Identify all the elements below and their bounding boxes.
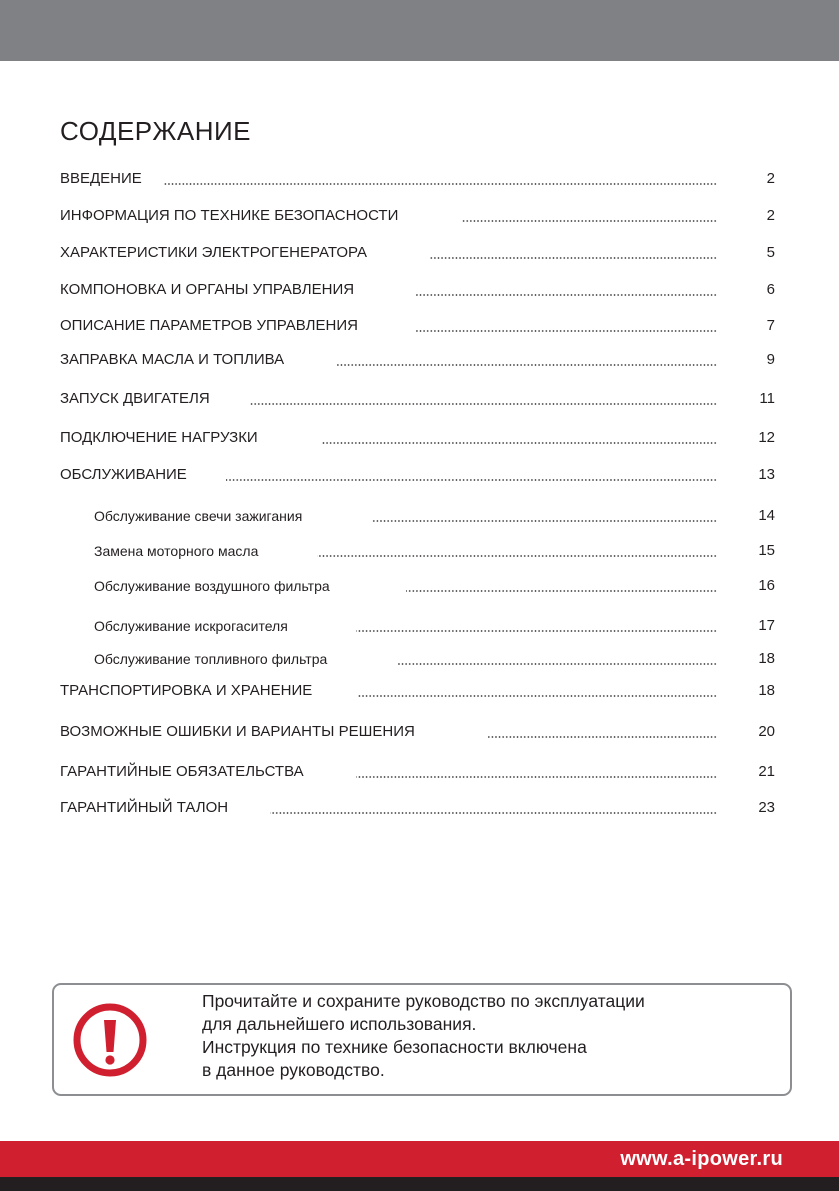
toc-subitem-spark-plug[interactable] <box>94 505 775 527</box>
toc-item-maintenance[interactable] <box>60 464 775 486</box>
toc-item-label: КОМПОНОВКА И ОРГАНЫ УПРАВЛЕНИЯ <box>60 279 354 301</box>
toc-page-number: 15 <box>758 542 775 559</box>
toc-page-number: 18 <box>758 650 775 667</box>
notice-line: Инструкция по технике безопасности включена <box>202 1037 587 1057</box>
toc-item-layout-controls[interactable] <box>60 279 775 301</box>
toc-dot-leader <box>398 663 717 665</box>
toc-page-number: 7 <box>766 317 775 334</box>
toc-page-number: 2 <box>766 170 775 187</box>
toc-page-number: 13 <box>758 466 775 483</box>
toc-item-engine-start[interactable] <box>60 388 775 410</box>
toc-dot-leader <box>488 736 717 738</box>
website-link[interactable]: www.a-ipower.ru <box>620 1148 783 1170</box>
toc-item-label: ГАРАНТИЙНЫЙ ТАЛОН <box>60 797 228 819</box>
toc-item-label: ВВЕДЕНИЕ <box>60 168 142 190</box>
toc-page-number: 12 <box>758 429 775 446</box>
toc-item-label: ПОДКЛЮЧЕНИЕ НАГРУЗКИ <box>60 427 258 449</box>
toc-item-label: ОПИСАНИЕ ПАРАМЕТРОВ УПРАВЛЕНИЯ <box>60 315 358 337</box>
toc-item-label: ВОЗМОЖНЫЕ ОШИБКИ И ВАРИАНТЫ РЕШЕНИЯ <box>60 721 415 743</box>
toc-page-number: 21 <box>758 763 775 780</box>
toc-dot-leader <box>270 812 717 814</box>
toc-item-label: ХАРАКТЕРИСТИКИ ЭЛЕКТРОГЕНЕРАТОРА <box>60 242 367 264</box>
page-title: СОДЕРЖАНИЕ <box>60 116 252 146</box>
toc-dot-leader <box>358 695 717 697</box>
toc-dot-leader <box>322 442 717 444</box>
toc-page-number: 9 <box>766 351 775 368</box>
notice-line: для дальнейшего использования. <box>202 1014 477 1034</box>
toc-item-introduction[interactable] <box>60 168 775 190</box>
toc-dot-leader <box>461 220 717 222</box>
toc-item-label: Обслуживание воздушного фильтра <box>94 575 330 597</box>
toc-page-number: 14 <box>758 507 775 524</box>
toc-item-label: ТРАНСПОРТИРОВКА И ХРАНЕНИЕ <box>60 680 312 702</box>
toc-dot-leader <box>250 403 717 405</box>
toc-item-label: ИНФОРМАЦИЯ ПО ТЕХНИКЕ БЕЗОПАСНОСТИ <box>60 205 398 227</box>
toc-page-number: 17 <box>758 617 775 634</box>
toc-item-oil-fuel[interactable] <box>60 349 775 371</box>
toc-item-control-parameters[interactable] <box>60 315 775 337</box>
toc-page-number: 2 <box>766 207 775 224</box>
toc-dot-leader <box>317 555 717 557</box>
toc-dot-leader <box>226 479 717 481</box>
toc-page-number: 23 <box>758 799 775 816</box>
toc-dot-leader <box>416 330 717 332</box>
toc-item-label: Обслуживание искрогасителя <box>94 615 288 637</box>
toc-dot-leader <box>163 183 717 185</box>
toc-item-generator-specs[interactable] <box>60 242 775 264</box>
notice-text <box>202 990 645 1082</box>
toc-item-transport-storage[interactable] <box>60 680 775 702</box>
toc-item-safety[interactable] <box>60 205 775 227</box>
toc-page-number: 5 <box>766 244 775 261</box>
toc-item-label: ЗАПУСК ДВИГАТЕЛЯ <box>60 388 210 410</box>
footer-band <box>0 1141 839 1177</box>
toc-item-label: Обслуживание топливного фильтра <box>94 648 327 670</box>
toc-dot-leader <box>336 364 717 366</box>
toc-dot-leader <box>356 776 717 778</box>
toc-item-label: ЗАПРАВКА МАСЛА И ТОПЛИВА <box>60 349 284 371</box>
toc-item-warranty-card[interactable] <box>60 797 775 819</box>
toc-page-number: 18 <box>758 682 775 699</box>
notice-line: в данное руководство. <box>202 1060 385 1080</box>
toc-item-label: ГАРАНТИЙНЫЕ ОБЯЗАТЕЛЬСТВА <box>60 761 304 783</box>
toc-dot-leader <box>356 630 717 632</box>
toc-subitem-engine-oil[interactable] <box>94 540 775 562</box>
notice-line: Прочитайте и сохраните руководство по эксплуатации <box>202 991 645 1011</box>
toc-dot-leader <box>416 294 717 296</box>
toc-subitem-spark-arrestor[interactable] <box>94 615 775 637</box>
exclamation-circle-icon <box>70 1000 150 1080</box>
toc-dot-leader <box>372 520 717 522</box>
toc-page-number: 6 <box>766 281 775 298</box>
toc-item-warranty[interactable] <box>60 761 775 783</box>
toc-dot-leader <box>406 590 717 592</box>
toc-item-label: Обслуживание свечи зажигания <box>94 505 302 527</box>
toc-item-label: Замена моторного масла <box>94 540 258 562</box>
toc-dot-leader <box>429 257 717 259</box>
toc-subitem-air-filter[interactable] <box>94 575 775 597</box>
toc-item-load-connection[interactable] <box>60 427 775 449</box>
toc-item-troubleshooting[interactable] <box>60 721 775 743</box>
footer-strip <box>0 1177 839 1191</box>
toc-page-number: 11 <box>759 390 775 407</box>
toc-page-number: 16 <box>758 577 775 594</box>
safety-notice-box <box>52 983 792 1096</box>
toc-subitem-fuel-filter[interactable] <box>94 648 775 670</box>
toc-item-label: ОБСЛУЖИВАНИЕ <box>60 464 187 486</box>
toc-page-number: 20 <box>758 723 775 740</box>
